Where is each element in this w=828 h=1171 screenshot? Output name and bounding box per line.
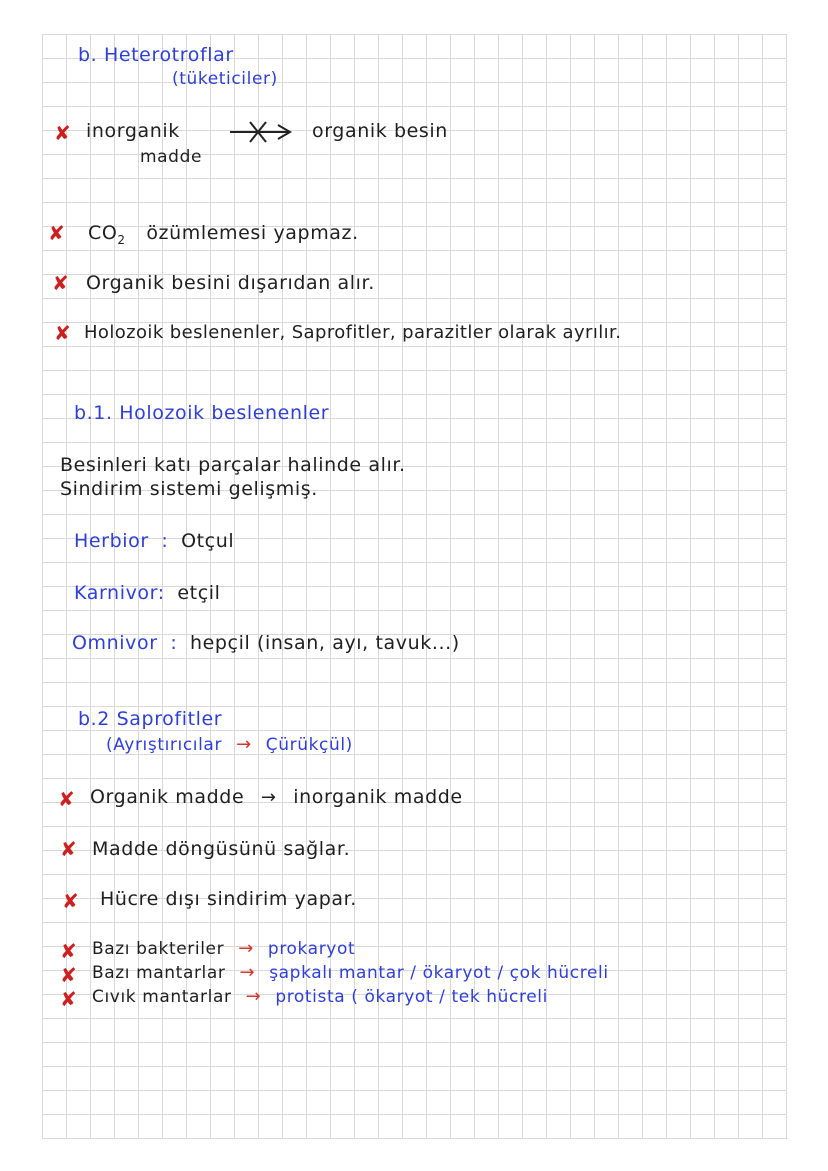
text-sindirim: Sindirim sistemi gelişmiş.	[60, 478, 318, 500]
text-sapkali-mantar: şapkalı mantar / ökaryot / çok hücreli	[269, 963, 609, 983]
text-organik-besini: Organik besini dışarıdan alır.	[86, 272, 375, 294]
check-mark-icon: ✘	[52, 271, 69, 295]
row-mantarlar	[92, 962, 609, 984]
heading-heterotroflar: b. Heterotroflar	[78, 44, 234, 66]
text-bazi-bakteriler: Bazı bakteriler	[92, 939, 225, 959]
heading-saprofitler: b.2 Saprofitler	[78, 708, 223, 730]
check-mark-icon: ✘	[54, 321, 71, 345]
sep-herbivor: :	[161, 530, 169, 552]
text-co2: CO	[88, 222, 118, 244]
row-herbivor	[74, 530, 234, 552]
value-otcul: Otçul	[181, 530, 235, 552]
check-mark-icon: ✘	[60, 963, 77, 987]
check-mark-icon: ✘	[60, 837, 77, 861]
text-organik-madde: Organik madde	[90, 786, 245, 808]
text-hucre-disi: Hücre dışı sindirim yapar.	[100, 888, 357, 910]
text-holozoik-saprofit-parazit: Holozoik beslenenler, Saprofitler, parazitler olarak ayrılır.	[84, 322, 622, 343]
check-mark-icon: ✘	[58, 787, 75, 811]
text-prokaryot: prokaryot	[267, 939, 356, 959]
text-co2-rest: özümlemesi yapmaz.	[146, 222, 359, 244]
text-protista: protista ( ökaryot / tek hücreli	[275, 987, 548, 1007]
label-herbivor: Herbior	[74, 530, 149, 552]
crossed-arrow-icon	[228, 120, 298, 144]
row-bakteriler	[92, 938, 355, 960]
check-mark-icon: ✘	[54, 121, 71, 145]
right-arrow-icon: →	[239, 962, 256, 983]
heading-ayristiricilar	[106, 734, 353, 756]
value-etcil: etçil	[177, 582, 221, 604]
text-civik-mantarlar: Cıvık mantarlar	[92, 987, 232, 1007]
text-ayristiricilar: (Ayrıştırıcılar	[106, 735, 223, 755]
value-hepcil: hepçil (insan, ayı, tavuk...)	[189, 632, 460, 654]
text-organik-besin: organik besin	[312, 120, 448, 142]
sep-omnivor: :	[170, 632, 178, 654]
check-mark-icon: ✘	[60, 987, 77, 1011]
text-co2-line	[88, 222, 359, 251]
label-omnivor: Omnivor	[72, 632, 158, 654]
text-besinleri: Besinleri katı parçalar halinde alır.	[60, 454, 406, 476]
right-arrow-icon: →	[245, 986, 262, 1007]
text-madde-dongusu: Madde döngüsünü sağlar.	[92, 838, 351, 860]
right-arrow-icon: →	[260, 787, 277, 808]
right-arrow-icon: →	[236, 734, 252, 755]
heading-tuketiciler: (tüketiciler)	[172, 69, 278, 89]
text-inorganik: inorganik	[86, 120, 180, 142]
text-co2-sub: 2	[117, 232, 126, 247]
check-mark-icon: ✘	[60, 939, 77, 963]
row-civik-mantarlar	[92, 986, 548, 1008]
right-arrow-icon: →	[238, 938, 254, 959]
text-bazi-mantarlar: Bazı mantarlar	[92, 963, 226, 983]
heading-holozoik: b.1. Holozoik beslenenler	[74, 402, 330, 424]
row-organik-inorganik	[90, 786, 463, 809]
row-karnivor	[74, 582, 221, 604]
check-mark-icon: ✘	[48, 221, 65, 245]
text-inorganik-madde: inorganik madde	[293, 786, 463, 808]
label-karnivor: Karnivor:	[74, 582, 165, 604]
check-mark-icon: ✘	[62, 889, 79, 913]
row-omnivor	[72, 632, 460, 654]
text-madde: madde	[140, 147, 203, 167]
text-curukcul: Çürükçül)	[265, 735, 353, 755]
